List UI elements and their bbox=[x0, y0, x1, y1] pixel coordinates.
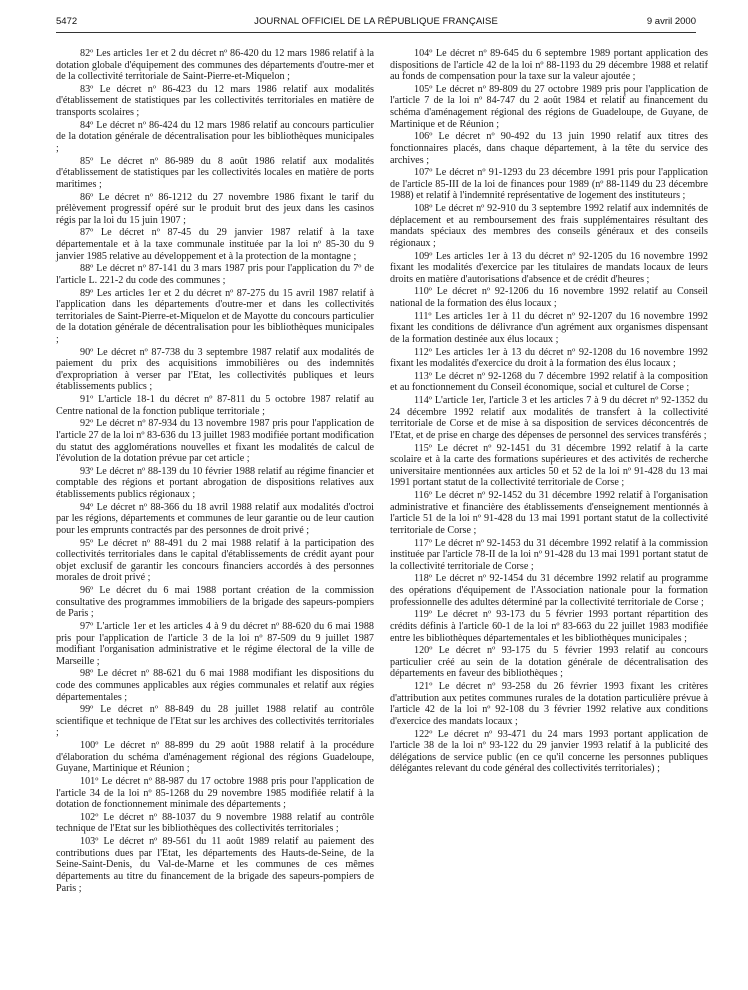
left-column bbox=[56, 48, 374, 895]
decree-item: 88º Le décret nº 87-141 du 3 mars 1987 pris pour l'application du 7º de l'article L. 221-2 du code des communes ; bbox=[56, 263, 374, 286]
decree-item: 119º Le décret nº 93-173 du 5 février 1993 portant répartition des crédits définis à l'article 60-1 de la loi nº 83-663 du 22 juillet 1983 modifiée entre les bibliothèques départementales et les bibliothèques municipales ; bbox=[390, 609, 708, 644]
decree-item: 103º Le décret nº 89-561 du 11 août 1989 relatif au paiement des contributions dues par l'Etat, les départements des Hauts-de-Seine, de la Seine-Saint-Denis, du Val-de-Marne et les communes de ces mêmes départements au titre du financement de la brigade des sapeurs-pompiers de Paris ; bbox=[56, 836, 374, 894]
decree-item: 100º Le décret nº 88-899 du 29 août 1988 relatif à la procédure d'élaboration du schéma d'aménagement régional des régions Guadeloupe, Guyane, Martinique et Réunion ; bbox=[56, 740, 374, 775]
page-header bbox=[56, 14, 696, 30]
decree-item: 110º Le décret nº 92-1206 du 16 novembre 1992 relatif au Conseil national de la formation des élus locaux ; bbox=[390, 286, 708, 310]
decree-item: 107º Le décret nº 91-1293 du 23 décembre 1991 pris pour l'application de l'article 85-III de la loi de finances pour 1989 (nº 88-1149 du 23 décembre 1988) et relatif à l'indemnité représentative de logement des instituteurs ; bbox=[390, 167, 708, 202]
decree-item: 85º Le décret nº 86-989 du 8 août 1986 relatif aux modalités d'établissement de statistiques par les collectivités locales en matière de ports maritimes ; bbox=[56, 155, 374, 190]
decree-item: 98º Le décret nº 88-621 du 6 mai 1988 modifiant les dispositions du code des communes applicables aux régies communales et relatif aux régies départementales ; bbox=[56, 668, 374, 703]
decree-item: 86º Le décret nº 86-1212 du 27 novembre 1986 fixant le tarif du prélèvement progressif opéré sur le produit brut des jeux dans les casinos régis par la loi du 15 juin 1907 ; bbox=[56, 191, 374, 226]
decree-item: 116º Le décret nº 92-1452 du 31 décembre 1992 relatif à l'organisation administrative et financière des établissements d'enseignement mentionnés à l'article 51 de la loi nº 91-428 du 13 mai 1991 portant statut de la collectivité territoriale de Corse ; bbox=[390, 490, 708, 536]
decree-item: 114º L'article 1er, l'article 3 et les articles 7 à 9 du décret nº 92-1352 du 24 décembre 1992 relatif aux modalités de transfert à la collectivité territoriale de Corse et de mise à sa disposition de services déconcentrés de l'Etat, et de prise en charge des dépenses de personnel des services transférés ; bbox=[390, 395, 708, 441]
decree-item: 112º Les articles 1er à 13 du décret nº 92-1208 du 16 novembre 1992 fixant les modalités d'exercice du droit à la formation des élus locaux ; bbox=[390, 346, 708, 370]
decree-item: 94º Le décret nº 88-366 du 18 avril 1988 relatif aux modalités d'octroi par les régions, départements et communes de leur garantie ou de leur caution pour les emprunts contractés par des personnes de droit privé ; bbox=[56, 501, 374, 536]
decree-item: 104º Le décret nº 89-645 du 6 septembre 1989 portant application des dispositions de l'article 42 de la loi nº 88-1193 du 29 décembre 1988 et relatif au fonds de compensation pour la taxe sur la valeur ajoutée ; bbox=[390, 48, 708, 83]
decree-item: 105º Le décret nº 89-809 du 27 octobre 1989 pris pour l'application de l'article 7 de la loi nº 84-747 du 2 août 1984 et relatif au financement du schéma d'aménagement régional des régions de Guadeloupe, de Guyane, de Martinique et de Réunion ; bbox=[390, 83, 708, 130]
decree-item: 117º Le décret nº 92-1453 du 31 décembre 1992 relatif à la commission instituée par l'article 78-II de la loi nº 91-428 du 13 mai 1991 portant statut de la collectivité territoriale de Corse ; bbox=[390, 537, 708, 572]
decree-item: 96º Le décret du 6 mai 1988 portant création de la commission consultative des programmes immobiliers de la brigade des sapeurs-pompiers de Paris ; bbox=[56, 585, 374, 620]
decree-item: 109º Les articles 1er à 13 du décret nº 92-1205 du 16 novembre 1992 fixant les modalités d'exercice par les titulaires de mandats locaux de leurs droits en matière d'autorisations d'absence et de crédit d'heures ; bbox=[390, 250, 708, 285]
decree-item: 122º Le décret nº 93-471 du 24 mars 1993 portant application de l'article 38 de la loi nº 93-122 du 29 janvier 1993 relatif à la publicité des délégations de service public (en ce qu'il concerne les personnes publiques délégantes relevant du code général des collectivités territoriales) ; bbox=[390, 728, 708, 775]
page-number: 5472 bbox=[56, 16, 78, 27]
decree-item: 92º Le décret nº 87-934 du 13 novembre 1987 pris pour l'application de l'article 27 de la loi nº 83-636 du 13 juillet 1983 modifiée portant modification du statut des agglomérations nouvelles et fixant les modalités de calcul de l'évolution de la dotation prévue par cet article ; bbox=[56, 418, 374, 465]
journal-title: JOURNAL OFFICIEL DE LA RÉPUBLIQUE FRANÇAISE bbox=[254, 16, 498, 27]
decree-item: 99º Le décret nº 88-849 du 28 juillet 1988 relatif au contrôle scientifique et technique de l'Etat sur les archives des collectivités territoriales ; bbox=[56, 704, 374, 739]
decree-item: 118º Le décret nº 92-1454 du 31 décembre 1992 relatif au programme des opérations d'équipement de l'Association nationale pour la formation professionnelle des adultes déterminé par la collectivité territoriale de Corse ; bbox=[390, 573, 708, 608]
decree-item: 89º Les articles 1er et 2 du décret nº 87-275 du 15 avril 1987 relatif à l'application dans les départements d'outre-mer et dans les collectivités territoriales de Saint-Pierre-et-Miquelon et de Mayotte du concours particulier de la dotation générale de décentralisation pour les bibliothèques municipales ; bbox=[56, 287, 374, 345]
decree-item: 97º L'article 1er et les articles 4 à 9 du décret nº 88-620 du 6 mai 1988 pris pour l'application de l'article 3 de la loi nº 87-509 du 9 juillet 1987 modifiant l'organisation administrative et le régime électoral de la ville de Marseille ; bbox=[56, 620, 374, 667]
decree-item: 101º Le décret nº 88-987 du 17 octobre 1988 pris pour l'application de l'article 34 de la loi nº 85-1268 du 29 novembre 1985 modifiée relatif à la dotation de fonctionnement minimale des départements ; bbox=[56, 776, 374, 811]
decree-item: 108º Le décret nº 92-910 du 3 septembre 1992 relatif aux indemnités de déplacement et au remboursement des frais supplémentaires résultant des mandats spéciaux des membres des conseils généraux et des conseils régionaux ; bbox=[390, 203, 708, 249]
decree-item: 115º Le décret nº 92-1451 du 31 décembre 1992 relatif à la carte scolaire et à la carte des formations supérieures et des activités de recherche universitaire mentionnées aux articles 50 et 52 de la loi nº 91-428 du 13 mai 1991 portant statut de la collectivité territoriale de Corse ; bbox=[390, 442, 708, 489]
decree-item: 106º Le décret nº 90-492 du 13 juin 1990 relatif aux titres des fonctionnaires placés, dans chaque département, à la tête du service des archives ; bbox=[390, 131, 708, 166]
decree-item: 90º Le décret nº 87-738 du 3 septembre 1987 relatif aux modalités de paiement du prix des acquisitions immobilières ou des indemnités d'expropriation à verser par l'Etat, les collectivités publiques et leurs établissements publics ; bbox=[56, 346, 374, 393]
decree-item: 91º L'article 18-1 du décret nº 87-811 du 5 octobre 1987 relatif au Centre national de la fonction publique territoriale ; bbox=[56, 394, 374, 417]
decree-item: 120º Le décret nº 93-175 du 5 février 1993 relatif au concours particulier créé au sein de la dotation générale de décentralisation des départements en faveur des bibliothèques ; bbox=[390, 645, 708, 680]
publication-date: 9 avril 2000 bbox=[646, 16, 696, 27]
right-column bbox=[390, 48, 708, 776]
decree-item: 111º Les articles 1er à 11 du décret nº 92-1207 du 16 novembre 1992 fixant les conditions de délivrance d'un agrément aux organismes dispensant de la formation destinée aux élus locaux ; bbox=[390, 310, 708, 345]
header-rule bbox=[56, 32, 696, 33]
decree-item: 82º Les articles 1er et 2 du décret nº 86-420 du 12 mars 1986 relatif à la dotation globale d'équipement des communes des départements d'outre-mer et de la collectivité territoriale de Saint-Pierre-et-Miquelon ; bbox=[56, 48, 374, 83]
decree-item: 121º Le décret nº 93-258 du 26 février 1993 fixant les critères d'attribution aux petites communes rurales de la dotation particulière prévue à l'article 42 de la loi nº 92-108 du 3 février 1992 relative aux conditions d'exercice des mandats locaux ; bbox=[390, 681, 708, 727]
decree-item: 93º Le décret nº 88-139 du 10 février 1988 relatif au régime financier et comptable des régions et portant abrogation de dispositions relatives aux établissements publics régionaux ; bbox=[56, 465, 374, 500]
decree-item: 83º Le décret nº 86-423 du 12 mars 1986 relatif aux modalités d'établissement de statistiques par les collectivités territoriales en matière de transports scolaires ; bbox=[56, 83, 374, 119]
decree-item: 102º Le décret nº 88-1037 du 9 novembre 1988 relatif au contrôle technique de l'Etat sur les bibliothèques des collectivités territoriales ; bbox=[56, 811, 374, 835]
decree-item: 95º Le décret nº 88-491 du 2 mai 1988 relatif à la participation des collectivités territoriales dans le capital d'établissements de crédit ayant pour objet exclusif de garantir les concours financiers accordés à des personnes morales de droit privé ; bbox=[56, 537, 374, 584]
decree-item: 84º Le décret nº 86-424 du 12 mars 1986 relatif au concours particulier de la dotation générale de décentralisation pour les bibliothèques municipales ; bbox=[56, 119, 374, 154]
decree-item: 113º Le décret nº 92-1268 du 7 décembre 1992 relatif à la composition et au fonctionnement du Conseil économique, social et culturel de Corse ; bbox=[390, 370, 708, 394]
decree-item: 87º Le décret nº 87-45 du 29 janvier 1987 relatif à la taxe départementale et à la taxe communale instituée par la loi nº 85-30 du 9 janvier 1985 relative au développement et à la protection de la montagne ; bbox=[56, 227, 374, 262]
